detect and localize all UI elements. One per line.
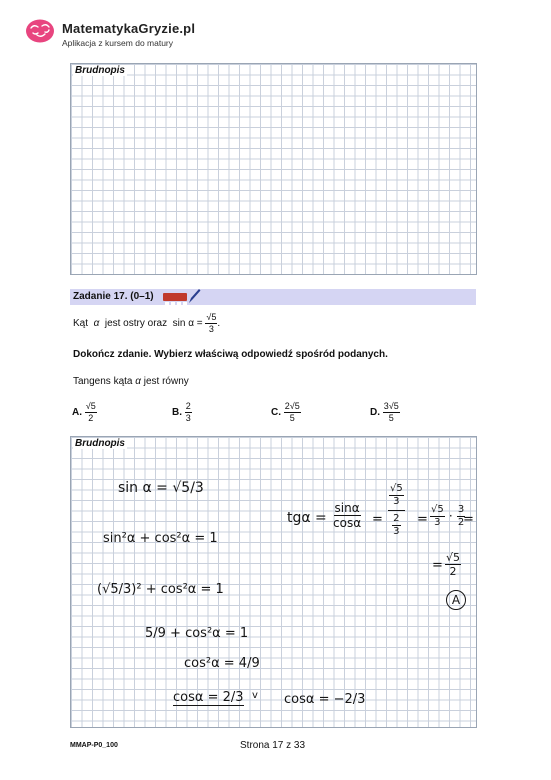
hw-answer-circle: A <box>446 590 466 610</box>
option-c[interactable]: C. $\frac{2√5}{5}$ <box>271 401 300 423</box>
hw-eq-2: = <box>417 512 428 527</box>
draft-grid-top <box>70 63 477 275</box>
option-b[interactable]: B. $\frac{2}{3}$ <box>172 401 191 423</box>
hw-eq-4: = <box>432 558 443 573</box>
hw-tg-fraction: $\frac{\sin\alpha}{\cos\alpha}$ <box>333 501 362 530</box>
hw-tg-label: tgα = <box>287 510 327 526</box>
pen-icon <box>187 288 201 304</box>
hw-eq-3: = <box>463 512 474 527</box>
difficulty-badge <box>163 293 187 301</box>
draft-label-bottom: Brudnopis <box>75 438 125 449</box>
hw-line-cos-squared: cos²α = 4/9 <box>184 656 260 671</box>
brain-logo-icon <box>25 18 55 44</box>
task-instruction: Dokończ zdanie. Wybierz właściwą odpowiedź spośród podanych. <box>73 349 388 360</box>
hw-multiply: $\frac{√5}{3}$ · $\frac{3}{2}$ <box>431 504 465 528</box>
sin-value-fraction: $\frac{√5}{3}$ <box>206 312 217 334</box>
hw-compound-fraction: $\frac{\frac{√5}{3}}{\frac{2}{3}}$ <box>390 483 403 537</box>
task-question: Tangens kąta α jest równy <box>73 376 189 387</box>
hw-result: $\frac{√5}{2}$ <box>446 551 461 578</box>
option-d[interactable]: D. $\frac{3√5}{5}$ <box>370 401 399 423</box>
hw-eq-1: = <box>372 512 383 527</box>
hw-line-cos-negative: cosα = −2/3 <box>284 692 366 707</box>
brand-subtitle: Aplikacja z kursem do matury <box>62 38 174 48</box>
hw-line-cos-positive: cosα = 2/3 <box>173 690 244 705</box>
hw-line-simplify: 5/9 + cos²α = 1 <box>145 626 249 641</box>
draft-label-top: Brudnopis <box>75 65 125 76</box>
task-title: Zadanie 17. (0–1) <box>73 291 154 302</box>
task-statement: Kąt α jest ostry oraz sin α = $\frac{√5}{3}$ . <box>73 312 221 334</box>
hw-line-substitute: (√5/3)² + cos²α = 1 <box>97 582 224 597</box>
hw-line-identity: sin²α + cos²α = 1 <box>103 531 218 546</box>
brand-title: MatematykaGryzie.pl <box>62 21 196 36</box>
hw-check-mark: v <box>252 690 258 701</box>
hw-line-sin: sin α = √5/3 <box>118 480 204 496</box>
footer-code: MMAP-P0_100 <box>70 742 118 749</box>
page-number: Strona 17 z 33 <box>240 740 306 751</box>
option-a[interactable]: A. $\frac{√5}{2}$ <box>72 401 96 423</box>
